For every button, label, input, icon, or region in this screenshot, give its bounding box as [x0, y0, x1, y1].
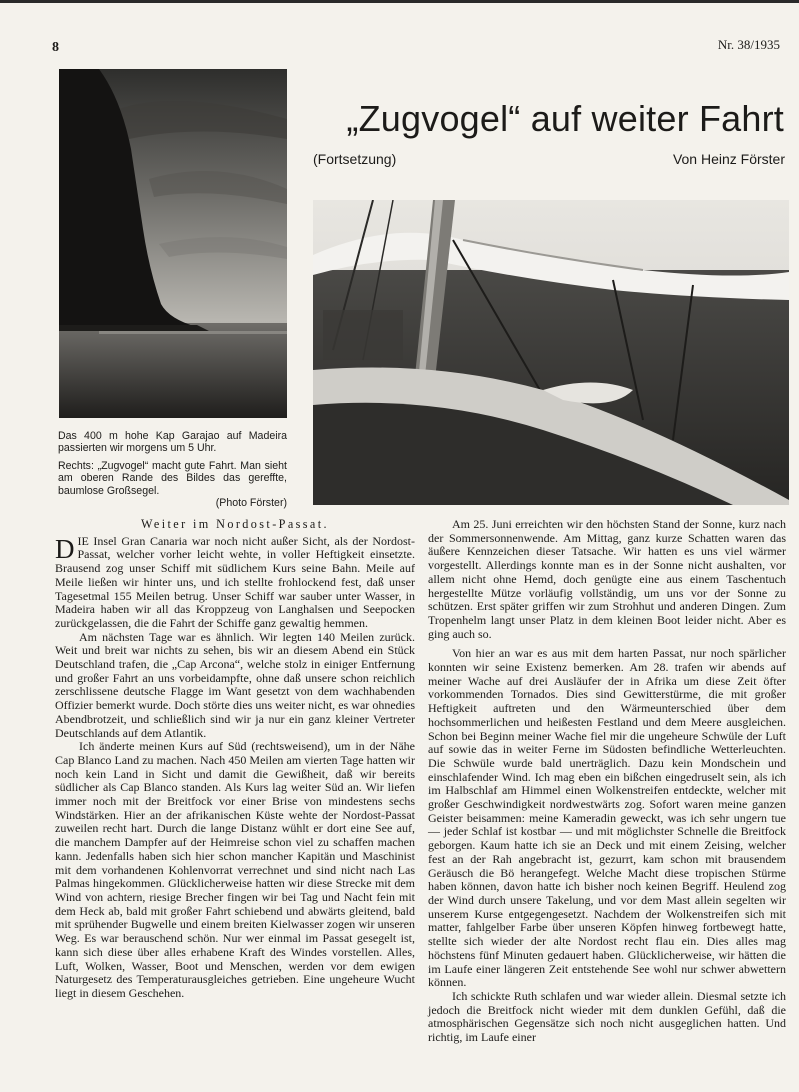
issue-number: Nr. 38/1935 [717, 37, 780, 52]
headline: „Zugvogel“ auf weiter Fahrt [346, 98, 784, 139]
article-column-right [428, 518, 786, 1045]
article-column-left [55, 518, 415, 1001]
subtitle: (Fortsetzung) [313, 151, 397, 167]
cliff-photo [59, 69, 287, 418]
paragraph: Von hier an war es aus mit dem harten Passat, nur noch spärlicher konnten wir seine Existenz bemerken. Am 28. trafen wir abends auf meiner Wache auf drei Ausläufer der in Afrika um diese Zeit öfter vorkommenden Tornados. Dies sind Gewitterstürme, die mit großer Heftigkeit auftreten und den Wärmeunterschied über dem hochsommerlichen und heißesten Festland und dem Meere ausgleichen. Schon bei Beginn meiner Wache fiel mir die ungeheure Schwüle der Luft auf sowie das in weiter Ferne im Südosten befindliche Wetterleuchten. Die Schwüle wurde bald unerträglich. Dazu kein Mondschein und einschlafender Wind. Ich mag eben ein bißchen eingedruselt sein, als ich im Halbschlaf am Himmel einen Wolkenstreifen entdeckte, welcher mit großer Geschwindigkeit nordwestwärts zog. Sofort waren meine ganzen Geister beisammen: meine Kameradin geweckt, was ich sehr ungern tue — jeder Schlaf ist kostbar — und mit möglichster Schnelle die Breitfock geborgen. Kaum hatte ich sie an Deck und mit einem Zeising, welcher fest an der Rah angebracht ist, gezurrt, kam schon mit brausendem Geräusch die Bö herangefegt. Welche Macht diese tropischen Stürme haben können, davon hatte ich bisher noch keinen Begriff. Heulend zog der Wind durch unsere Takelung, und vor dem Mast allein segelten wir unserem Kurse entgegengesetzt. Nachdem der Wolkenstreifen sich mit matter, fahlgelber Farbe über unseren Köpfen hinweg fortbewegt hatte, stellte sich wieder der alte Nordost recht flau ein. Dies alles mag höchstens fünf Minuten gedauert haben. Glücklicherweise, wir hätten die im Laufe einer längeren Zeit entstehende See wohl nur schwer abwettern können. [428, 646, 786, 990]
paragraph [55, 535, 415, 631]
photo-caption-right [58, 460, 287, 510]
paragraph: Am 25. Juni erreichten wir den höchsten Stand der Sonne, kurz nach der Sommersonnenwende. Am Mittag, ganz kurze Schatten waren das äußere Kennzeichen dieser Tatsache. Wir hatten es uns viel wärmer vorgestellt. Allerdings konnte man es in der Sonne nicht aushalten, vor allem nicht ohne Hemd, doch genügte eine aus einem Taschentuch hergestellte Mütze vorläufig vollständig, um uns vor der Sonne zu schützen. Erst später griffen wir zum Strohhut und anderen Dingen. Zum Tropenhelm langt unser Platz in dem kleinen Boot leider nicht. Aber es ging auch so. [428, 517, 786, 641]
author: Von Heinz Förster [672, 151, 785, 167]
section-heading: Weiter im Nordost-Passat. [141, 517, 329, 531]
photo-caption-right-text: Rechts: „Zugvogel“ macht gute Fahrt. Man sieht am oberen Rande des Bildes das gereffte, baumlose Großsegel. [58, 460, 287, 497]
sailing-boat-photo [313, 200, 789, 505]
paragraph: Ich schickte Ruth schlafen und war wieder allein. Diesmal setzte ich jedoch die Breitfock nicht wieder mit dem dunklen Gefühl, daß die atmosphärischen Gegensätze sich noch nicht ausgeglichen hatten. Und richtig, im Laufe einer [428, 988, 786, 1045]
paragraph-text: IE Insel Gran Canaria war noch nicht außer Sicht, als der Nordost-Passat, welcher vorher leicht wehte, in voller Heftigkeit einsetzte. Brausend zog unser Schiff mit südlichem Kurs seine Bahn. Meile auf Meile ließen wir hinter uns, und ich stellte frohlockend fest, daß unser Tagesetmal 155 Meilen betrug. Unser Schiff war sauber unter Wasser, in Madeira haben wir all das Kroppzeug von Langhalsen und Seepocken zurückgelassen, die die Fahrt der Schiffe ganz gewaltig hemmen. [55, 533, 415, 630]
paragraph: Am nächsten Tage war es ähnlich. Wir legten 140 Meilen zurück. Weit und breit war nichts zu sehen, bis wir an diesem Abend ein Stück Deutschland trafen, die „Cap Arcona“, welche stolz in einiger Entfernung und großer Fahrt an uns vorbeidampfte, ohne daß unsere schon reichlich zerschlissene deutsche Flagge im Want gesetzt von dem wachhabenden Offizier bemerkt wurde. Doch störte dies uns weiter nicht, es war ohnedies Abendbrotzeit, und schließlich sind wir ja nur ein ganz kleiner Vertreter Deutschlands auf dem Atlantik. [55, 629, 415, 740]
page-number: 8 [52, 40, 59, 55]
paragraph: Ich änderte meinen Kurs auf Süd (rechtsweisend), um in der Nähe Cap Blanco Land zu machen. Nach 450 Meilen am vierten Tage hatten wir noch kein Land in Sicht und damit die Gewißheit, daß wir bereits südlicher als Cap Blanco standen. Als Kurs lag weiter Süd an. Wir liefen immer noch mit der Breitfock vor einer Brise von mindestens sechs Windstärken. Hier an der afrikanischen Küste wehte der Nordost-Passat zuweilen recht hart. Durch die lange Distanz wühlt er dort eine See auf, die manchem Dampfer auf der Heimreise schon viel zu schaffen machen kann. Jedenfalls haben sich hier schon mancher Kapitän und Maschinist mit dem vorhandenen Kohlenvorrat verrechnet und sind nicht nach Las Palmas hingekommen. Glücklicherweise hatten wir diese Strecke mit dem Wind von achtern, riesige Brecher fingen wir bei Tag und Nacht fein mit dem Heck ab, bald mit großer Fahrt schiebend und abwärts gleitend, bald mit sprühender Bugwelle und einem breiten Kielwasser zogen wir unseren Weg. Es war berauschend schön. Nur wer einmal im Passat gesegelt ist, kann sich diese über alles erhabene Kraft des Windes vorstellen. Alles, Luft, Wolken, Wasser, Boot und Menschen, werden vor dem ewigen Naturgesetz des Temperaturausgleiches getrieben. Eine ungeheure Wucht liegt in diesem Geschehen. [55, 739, 415, 1000]
photo-credit: (Photo Förster) [215, 497, 287, 510]
photo-caption-left: Das 400 m hohe Kap Garajao auf Madeira passierten wir morgens um 5 Uhr. [58, 430, 287, 455]
drop-cap: D [55, 533, 75, 564]
top-rule [0, 0, 799, 3]
